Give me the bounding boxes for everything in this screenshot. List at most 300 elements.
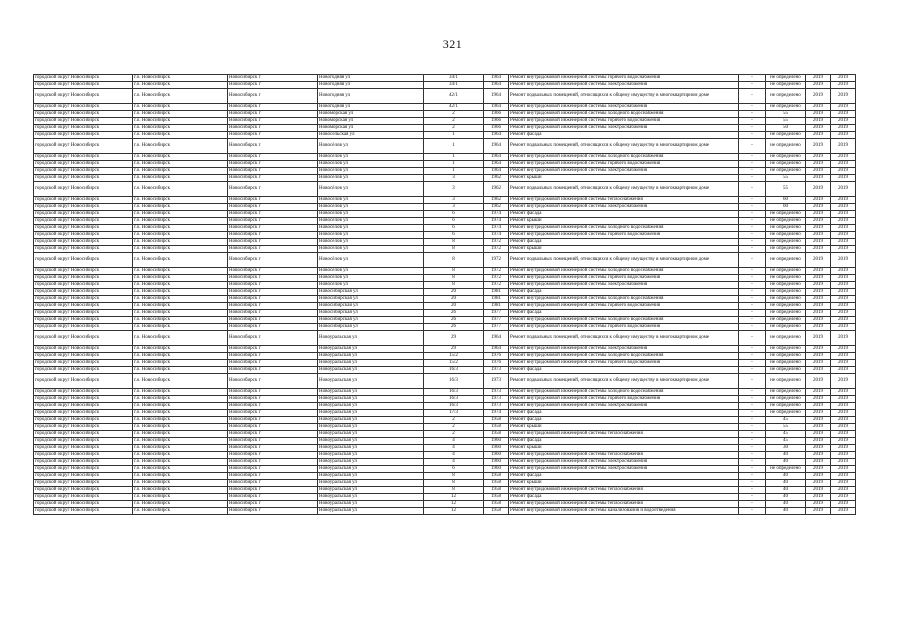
dash-cell: - — [739, 197, 766, 204]
year-built-cell: 1962 — [484, 204, 509, 211]
dash-cell: - — [739, 239, 766, 246]
year-built-cell: 1964 — [484, 168, 509, 175]
year-start-cell: 2019 — [806, 508, 831, 515]
municipality-cell: городской округ Новосибирск — [34, 104, 133, 111]
year-start-cell: 2019 — [806, 367, 831, 374]
cost-cell: не определено — [766, 161, 806, 168]
work-type-cell: Ремонт фасада — [509, 289, 739, 296]
city-cell: Новосибирск г — [228, 403, 318, 410]
street-cell: Новоморская ул — [318, 118, 424, 125]
city-cell: Новосибирск г — [228, 459, 318, 466]
house-number-cell: 16/3 — [424, 396, 484, 403]
street-cell: Новоуральская ул — [318, 494, 424, 501]
year-end-cell: 2019 — [831, 396, 856, 403]
dash-cell: - — [739, 175, 766, 182]
house-number-cell: 2 — [424, 424, 484, 431]
table-row — [34, 459, 856, 466]
year-built-cell: 1964 — [484, 154, 509, 161]
dash-cell: - — [739, 487, 766, 494]
year-built-cell: 1977 — [484, 324, 509, 331]
municipality-cell: городской округ Новосибирск — [34, 125, 133, 132]
cost-cell: не определено — [766, 353, 806, 360]
municipality-cell: городской округ Новосибирск — [34, 253, 133, 268]
house-number-cell: 6 — [424, 225, 484, 232]
year-end-cell: 2019 — [831, 487, 856, 494]
city-cell: Новосибирск г — [228, 417, 318, 424]
dash-cell: - — [739, 459, 766, 466]
dash-cell: - — [739, 494, 766, 501]
street-cell: Новоуральская ул — [318, 431, 424, 438]
work-type-cell: Ремонт подвальных помещений, относящихся к общему имуществу в многоквартирном доме — [509, 374, 739, 389]
year-built-cell: 1958 — [484, 508, 509, 515]
settlement-cell: г.о. Новосибирск — [133, 239, 228, 246]
cost-cell: не определено — [766, 268, 806, 275]
year-start-cell: 2019 — [806, 445, 831, 452]
cost-cell: не определено — [766, 360, 806, 367]
year-end-cell: 2019 — [831, 431, 856, 438]
year-built-cell: 1977 — [484, 310, 509, 317]
year-end-cell: 2019 — [831, 403, 856, 410]
table-row — [34, 125, 856, 132]
cost-cell: не определено — [766, 211, 806, 218]
municipality-cell: городской округ Новосибирск — [34, 89, 133, 104]
dash-cell: - — [739, 389, 766, 396]
house-number-cell: 8 — [424, 473, 484, 480]
work-type-cell: Ремонт внутридомовой инженерной системы холодного водоснабжения — [509, 225, 739, 232]
table-row — [34, 118, 856, 125]
dash-cell: - — [739, 410, 766, 417]
city-cell: Новосибирск г — [228, 125, 318, 132]
street-cell: Новоуральская ул — [318, 501, 424, 508]
work-type-cell: Ремонт фасада — [509, 239, 739, 246]
year-end-cell: 2019 — [831, 111, 856, 118]
settlement-cell: г.о. Новосибирск — [133, 175, 228, 182]
cost-cell: не определено — [766, 104, 806, 111]
street-cell: Новосёлов ул — [318, 139, 424, 154]
city-cell: Новосибирск г — [228, 111, 318, 118]
year-end-cell: 2019 — [831, 452, 856, 459]
municipality-cell: городской округ Новосибирск — [34, 403, 133, 410]
year-start-cell: 2019 — [806, 275, 831, 282]
year-start-cell: 2019 — [806, 289, 831, 296]
settlement-cell: г.о. Новосибирск — [133, 487, 228, 494]
city-cell: Новосибирск г — [228, 275, 318, 282]
work-type-cell: Ремонт фасада — [509, 211, 739, 218]
table-row — [34, 289, 856, 296]
year-start-cell: 2019 — [806, 246, 831, 253]
city-cell: Новосибирск г — [228, 438, 318, 445]
work-type-cell: Ремонт внутридомовой инженерной системы электроснабжения — [509, 403, 739, 410]
cost-cell: не определено — [766, 346, 806, 353]
street-cell: Новоуральская ул — [318, 452, 424, 459]
year-built-cell: 1958 — [484, 480, 509, 487]
work-type-cell: Ремонт крыши — [509, 480, 739, 487]
work-type-cell: Ремонт внутридомовой инженерной системы теплоснабжения — [509, 431, 739, 438]
street-cell: Новосёлов ул — [318, 218, 424, 225]
settlement-cell: г.о. Новосибирск — [133, 282, 228, 289]
municipality-cell: городской округ Новосибирск — [34, 118, 133, 125]
settlement-cell: г.о. Новосибирск — [133, 508, 228, 515]
house-number-cell: 16/3 — [424, 389, 484, 396]
year-start-cell: 2019 — [806, 204, 831, 211]
cost-cell: не определено — [766, 89, 806, 104]
municipality-cell: городской округ Новосибирск — [34, 480, 133, 487]
municipality-cell: городской округ Новосибирск — [34, 501, 133, 508]
house-number-cell: 29 — [424, 346, 484, 353]
municipality-cell: городской округ Новосибирск — [34, 445, 133, 452]
cost-cell: не определено — [766, 75, 806, 82]
settlement-cell: г.о. Новосибирск — [133, 82, 228, 89]
settlement-cell: г.о. Новосибирск — [133, 417, 228, 424]
cost-cell: не определено — [766, 82, 806, 89]
settlement-cell: г.о. Новосибирск — [133, 310, 228, 317]
work-type-cell: Ремонт внутридомовой инженерной системы холодного водоснабжения — [509, 111, 739, 118]
settlement-cell: г.о. Новосибирск — [133, 360, 228, 367]
table-row — [34, 367, 856, 374]
year-end-cell: 2019 — [831, 317, 856, 324]
year-end-cell: 2019 — [831, 211, 856, 218]
house-number-cell: 15/2 — [424, 353, 484, 360]
work-type-cell: Ремонт крыши — [509, 424, 739, 431]
year-end-cell: 2019 — [831, 168, 856, 175]
year-start-cell: 2019 — [806, 268, 831, 275]
work-type-cell: Ремонт внутридомовой инженерной системы электроснабжения — [509, 104, 739, 111]
year-end-cell: 2019 — [831, 417, 856, 424]
work-type-cell: Ремонт внутридомовой инженерной системы холодного водоснабжения — [509, 389, 739, 396]
municipality-cell: городской округ Новосибирск — [34, 310, 133, 317]
year-end-cell: 2019 — [831, 225, 856, 232]
work-type-cell: Ремонт внутридомовой инженерной системы горячего водоснабжения — [509, 161, 739, 168]
house-number-cell: 34/1 — [424, 75, 484, 82]
city-cell: Новосибирск г — [228, 253, 318, 268]
table-row — [34, 246, 856, 253]
work-type-cell: Ремонт внутридомовой инженерной системы электроснабжения — [509, 282, 739, 289]
street-cell: Новоуральская ул — [318, 445, 424, 452]
table-row — [34, 282, 856, 289]
cost-cell: не определено — [766, 296, 806, 303]
page-number: 321 — [442, 37, 463, 51]
year-start-cell: 2019 — [806, 331, 831, 346]
year-end-cell: 2019 — [831, 438, 856, 445]
municipality-cell: городской округ Новосибирск — [34, 494, 133, 501]
year-end-cell: 2019 — [831, 360, 856, 367]
year-start-cell: 2019 — [806, 154, 831, 161]
settlement-cell: г.о. Новосибирск — [133, 246, 228, 253]
house-number-cell: 4 — [424, 445, 484, 452]
city-cell: Новосибирск г — [228, 89, 318, 104]
year-end-cell: 2019 — [831, 424, 856, 431]
year-built-cell: 1964 — [484, 139, 509, 154]
year-start-cell: 2019 — [806, 480, 831, 487]
cost-cell: не определено — [766, 303, 806, 310]
settlement-cell: г.о. Новосибирск — [133, 353, 228, 360]
year-start-cell: 2019 — [806, 82, 831, 89]
year-end-cell: 2019 — [831, 353, 856, 360]
dash-cell: - — [739, 253, 766, 268]
year-built-cell: 1962 — [484, 175, 509, 182]
work-type-cell: Ремонт крыши — [509, 445, 739, 452]
cost-cell: 40 — [766, 508, 806, 515]
table-row — [34, 353, 856, 360]
work-type-cell: Ремонт внутридомовой инженерной системы теплоснабжения — [509, 501, 739, 508]
year-start-cell: 2019 — [806, 494, 831, 501]
settlement-cell: г.о. Новосибирск — [133, 182, 228, 197]
year-built-cell: 1973 — [484, 396, 509, 403]
dash-cell: - — [739, 367, 766, 374]
dash-cell: - — [739, 452, 766, 459]
year-built-cell: 1960 — [484, 459, 509, 466]
municipality-cell: городской округ Новосибирск — [34, 459, 133, 466]
work-type-cell: Ремонт внутридомовой инженерной системы холодного водоснабжения — [509, 154, 739, 161]
table-row — [34, 396, 856, 403]
year-start-cell: 2019 — [806, 225, 831, 232]
house-number-cell: 8 — [424, 282, 484, 289]
municipality-cell: городской округ Новосибирск — [34, 211, 133, 218]
city-cell: Новосибирск г — [228, 346, 318, 353]
settlement-cell: г.о. Новосибирск — [133, 253, 228, 268]
street-cell: Новосёлов ул — [318, 225, 424, 232]
year-end-cell: 2019 — [831, 310, 856, 317]
settlement-cell: г.о. Новосибирск — [133, 466, 228, 473]
year-built-cell: 1962 — [484, 197, 509, 204]
year-built-cell: 1981 — [484, 296, 509, 303]
street-cell: Новоуральская ул — [318, 403, 424, 410]
city-cell: Новосибирск г — [228, 374, 318, 389]
year-end-cell: 2019 — [831, 275, 856, 282]
year-built-cell: 1972 — [484, 239, 509, 246]
year-built-cell: 1964 — [484, 331, 509, 346]
street-cell: Новосибирская ул — [318, 289, 424, 296]
municipality-cell: городской округ Новосибирск — [34, 473, 133, 480]
year-built-cell: 1974 — [484, 218, 509, 225]
city-cell: Новосибирск г — [228, 246, 318, 253]
street-cell: Новоуральская ул — [318, 480, 424, 487]
city-cell: Новосибирск г — [228, 452, 318, 459]
work-type-cell: Ремонт фасада — [509, 417, 739, 424]
dash-cell: - — [739, 75, 766, 82]
table-row — [34, 473, 856, 480]
house-number-cell: 4 — [424, 459, 484, 466]
settlement-cell: г.о. Новосибирск — [133, 275, 228, 282]
year-built-cell: 1976 — [484, 360, 509, 367]
table-row — [34, 232, 856, 239]
dash-cell: - — [739, 473, 766, 480]
house-number-cell: 3 — [424, 175, 484, 182]
municipality-cell: городской округ Новосибирск — [34, 452, 133, 459]
year-end-cell: 2019 — [831, 494, 856, 501]
cost-cell: не определено — [766, 225, 806, 232]
work-type-cell: Ремонт внутридомовой инженерной системы горячего водоснабжения — [509, 324, 739, 331]
dash-cell: - — [739, 118, 766, 125]
settlement-cell: г.о. Новосибирск — [133, 389, 228, 396]
table-row — [34, 182, 856, 197]
year-end-cell: 2019 — [831, 139, 856, 154]
year-end-cell: 2019 — [831, 324, 856, 331]
house-number-cell: 4 — [424, 452, 484, 459]
year-built-cell: 1964 — [484, 104, 509, 111]
street-cell: Новосибирская ул — [318, 296, 424, 303]
settlement-cell: г.о. Новосибирск — [133, 494, 228, 501]
year-built-cell: 1964 — [484, 82, 509, 89]
municipality-cell: городской округ Новосибирск — [34, 111, 133, 118]
street-cell: Новоуральская ул — [318, 424, 424, 431]
year-start-cell: 2019 — [806, 75, 831, 82]
year-end-cell: 2019 — [831, 82, 856, 89]
dash-cell: - — [739, 396, 766, 403]
capital-repair-table — [33, 74, 856, 515]
settlement-cell: г.о. Новосибирск — [133, 225, 228, 232]
house-number-cell: 15/2 — [424, 360, 484, 367]
table-row — [34, 403, 856, 410]
city-cell: Новосибирск г — [228, 501, 318, 508]
street-cell: Новосельская ул — [318, 132, 424, 139]
cost-cell: не определено — [766, 289, 806, 296]
year-start-cell: 2019 — [806, 360, 831, 367]
year-end-cell: 2019 — [831, 374, 856, 389]
year-end-cell: 2019 — [831, 389, 856, 396]
year-built-cell: 1981 — [484, 289, 509, 296]
settlement-cell: г.о. Новосибирск — [133, 204, 228, 211]
table-row — [34, 445, 856, 452]
street-cell: Новоуральская ул — [318, 508, 424, 515]
cost-cell: 55 — [766, 175, 806, 182]
year-end-cell: 2019 — [831, 480, 856, 487]
dash-cell: - — [739, 508, 766, 515]
year-start-cell: 2019 — [806, 125, 831, 132]
street-cell: Новогодняя ул — [318, 104, 424, 111]
city-cell: Новосибирск г — [228, 367, 318, 374]
cost-cell: 55 — [766, 111, 806, 118]
year-start-cell: 2019 — [806, 389, 831, 396]
municipality-cell: городской округ Новосибирск — [34, 75, 133, 82]
city-cell: Новосибирск г — [228, 331, 318, 346]
city-cell: Новосибирск г — [228, 360, 318, 367]
work-type-cell: Ремонт подвальных помещений, относящихся к общему имуществу в многоквартирном доме — [509, 182, 739, 197]
table-row — [34, 303, 856, 310]
dash-cell: - — [739, 218, 766, 225]
municipality-cell: городской округ Новосибирск — [34, 175, 133, 182]
work-type-cell: Ремонт внутридомовой инженерной системы электроснабжения — [509, 82, 739, 89]
year-built-cell: 1958 — [484, 417, 509, 424]
street-cell: Новосибирская ул — [318, 303, 424, 310]
house-number-cell: 6 — [424, 466, 484, 473]
dash-cell: - — [739, 353, 766, 360]
city-cell: Новосибирск г — [228, 396, 318, 403]
dash-cell: - — [739, 360, 766, 367]
municipality-cell: городской округ Новосибирск — [34, 282, 133, 289]
cost-cell: 55 — [766, 182, 806, 197]
settlement-cell: г.о. Новосибирск — [133, 161, 228, 168]
table-row — [34, 346, 856, 353]
year-end-cell: 2019 — [831, 367, 856, 374]
street-cell: Новогодняя ул — [318, 75, 424, 82]
year-start-cell: 2019 — [806, 459, 831, 466]
table-row — [34, 389, 856, 396]
year-built-cell: 1966 — [484, 125, 509, 132]
city-cell: Новосибирск г — [228, 296, 318, 303]
settlement-cell: г.о. Новосибирск — [133, 218, 228, 225]
year-end-cell: 2019 — [831, 239, 856, 246]
table-row — [34, 75, 856, 82]
municipality-cell: городской округ Новосибирск — [34, 232, 133, 239]
cost-cell: не определено — [766, 317, 806, 324]
year-built-cell: 1974 — [484, 410, 509, 417]
house-number-cell: 12 — [424, 501, 484, 508]
year-start-cell: 2019 — [806, 132, 831, 139]
year-end-cell: 2019 — [831, 346, 856, 353]
dash-cell: - — [739, 161, 766, 168]
house-number-cell: 1 — [424, 139, 484, 154]
street-cell: Новоуральская ул — [318, 438, 424, 445]
year-start-cell: 2019 — [806, 431, 831, 438]
dash-cell: - — [739, 346, 766, 353]
year-built-cell: 1960 — [484, 452, 509, 459]
year-end-cell: 2019 — [831, 268, 856, 275]
city-cell: Новосибирск г — [228, 218, 318, 225]
year-start-cell: 2019 — [806, 218, 831, 225]
settlement-cell: г.о. Новосибирск — [133, 480, 228, 487]
city-cell: Новосибирск г — [228, 410, 318, 417]
street-cell: Новосёлов ул — [318, 211, 424, 218]
settlement-cell: г.о. Новосибирск — [133, 346, 228, 353]
table-row — [34, 82, 856, 89]
city-cell: Новосибирск г — [228, 232, 318, 239]
year-start-cell: 2019 — [806, 410, 831, 417]
city-cell: Новосибирск г — [228, 197, 318, 204]
year-built-cell: 1958 — [484, 473, 509, 480]
dash-cell: - — [739, 501, 766, 508]
house-number-cell: 1 — [424, 161, 484, 168]
year-built-cell: 1974 — [484, 211, 509, 218]
table-row — [34, 111, 856, 118]
settlement-cell: г.о. Новосибирск — [133, 396, 228, 403]
dash-cell: - — [739, 424, 766, 431]
year-built-cell: 1960 — [484, 445, 509, 452]
year-start-cell: 2019 — [806, 175, 831, 182]
year-built-cell: 1974 — [484, 232, 509, 239]
city-cell: Новосибирск г — [228, 303, 318, 310]
city-cell: Новосибирск г — [228, 139, 318, 154]
dash-cell: - — [739, 417, 766, 424]
year-end-cell: 2019 — [831, 445, 856, 452]
year-built-cell: 1973 — [484, 374, 509, 389]
dash-cell: - — [739, 310, 766, 317]
year-start-cell: 2019 — [806, 324, 831, 331]
cost-cell: 40 — [766, 487, 806, 494]
city-cell: Новосибирск г — [228, 466, 318, 473]
dash-cell: - — [739, 296, 766, 303]
year-start-cell: 2019 — [806, 501, 831, 508]
dash-cell: - — [739, 182, 766, 197]
work-type-cell: Ремонт крыши — [509, 218, 739, 225]
table-row — [34, 480, 856, 487]
table-row — [34, 268, 856, 275]
table-body — [34, 75, 856, 515]
year-built-cell: 1960 — [484, 466, 509, 473]
cost-cell: не определено — [766, 253, 806, 268]
street-cell: Новогодняя ул — [318, 82, 424, 89]
work-type-cell: Ремонт фасада — [509, 410, 739, 417]
work-type-cell: Ремонт крыши — [509, 175, 739, 182]
dash-cell: - — [739, 132, 766, 139]
year-end-cell: 2019 — [831, 459, 856, 466]
settlement-cell: г.о. Новосибирск — [133, 268, 228, 275]
municipality-cell: городской округ Новосибирск — [34, 182, 133, 197]
table-row — [34, 494, 856, 501]
table-row — [34, 417, 856, 424]
settlement-cell: г.о. Новосибирск — [133, 331, 228, 346]
work-type-cell: Ремонт крыши — [509, 246, 739, 253]
